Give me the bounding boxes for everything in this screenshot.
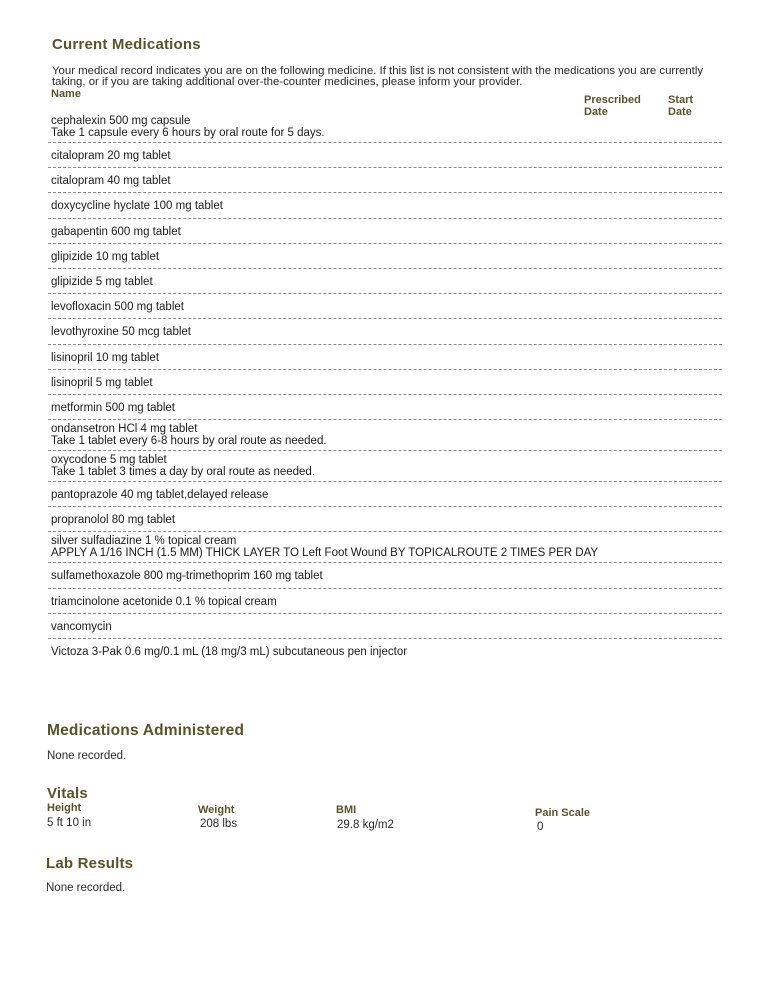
weight-value: 208 lbs [200,818,238,830]
medication-row [48,294,722,319]
medication-row [48,563,722,588]
medication-row [48,168,722,193]
medication-row [48,589,722,614]
medication-name: doxycycline hyclate 100 mg tablet [51,200,223,213]
column-header-prescribed-line1: Prescribed [584,94,641,106]
medication-name: citalopram 40 mg tablet [51,175,171,188]
medication-row [48,482,722,507]
medication-name: cephalexin 500 mg capsule [51,115,191,127]
medication-name: silver sulfadiazine 1 % topical cream [51,535,237,548]
medication-name: lisinopril 10 mg tablet [51,351,160,364]
medication-row [48,269,722,294]
column-header-start-line2: Date [668,106,692,118]
medication-row [48,420,722,451]
medication-row [48,244,722,269]
medication-name: ondansetron HCl 4 mg tablet [51,423,198,436]
medication-row [48,319,722,344]
medications-intro: Your medical record indicates you are on the following medicine. If this list is not consistent with the medications you are currently taking, or if you are taking additional over-the-counter medicines, please inform your provider. [52,65,704,88]
medications-administered-heading: Medications Administered [47,722,245,739]
medication-name: vancomycin [51,620,112,633]
medication-row [48,370,722,395]
medication-row [48,112,722,143]
medication-name: Victoza 3-Pak 0.6 mg/0.1 mL (18 mg/3 mL) subcutaneous pen injector [51,646,408,658]
medication-row [48,507,722,532]
medication-row [48,193,722,218]
medication-row [48,395,722,420]
current-medications-heading: Current Medications [52,36,201,53]
medication-name: metformin 500 mg tablet [51,401,176,414]
medication-instructions: Take 1 tablet every 6-8 hours by oral route as needed. [51,435,327,448]
lab-results-text: None recorded. [46,882,126,894]
medication-row [48,143,722,168]
medication-list [48,112,722,664]
medication-name: sulfamethoxazole 800 mg-trimethoprim 160 mg tablet [51,570,323,583]
medication-row [48,532,722,563]
medication-name: citalopram 20 mg tablet [51,150,171,162]
medication-name: pantoprazole 40 mg tablet,delayed release [51,489,269,502]
medication-instructions: Take 1 capsule every 6 hours by oral route for 5 days. [51,127,325,139]
medications-administered-text: None recorded. [47,750,127,762]
medication-row [48,451,722,482]
height-value: 5 ft 10 in [47,817,92,829]
medication-row [48,345,722,370]
medication-name: glipizide 10 mg tablet [51,250,160,263]
pain-scale-value: 0 [537,821,544,833]
column-header-start-line1: Start [668,94,694,106]
pain-scale-label: Pain Scale [535,807,591,819]
medication-name: levothyroxine 50 mcg tablet [51,326,191,339]
bmi-value: 29.8 kg/m2 [337,819,394,831]
medication-name: oxycodone 5 mg tablet [51,454,167,467]
medication-row [48,614,722,639]
medication-instructions: APPLY A 1/16 INCH (1.5 MM) THICK LAYER TO Left Foot Wound BY TOPICALROUTE 2 TIMES PER DAY [51,547,599,560]
medication-name: propranolol 80 mg tablet [51,514,176,527]
bmi-label: BMI [336,804,357,816]
column-header-name: Name [51,88,81,100]
medication-name: gabapentin 600 mg tablet [51,225,181,238]
lab-results-heading: Lab Results [46,855,134,872]
weight-label: Weight [198,804,235,816]
medication-name: lisinopril 5 mg tablet [51,376,153,389]
height-label: Height [47,802,82,814]
medication-row [48,639,722,664]
medication-instructions: Take 1 tablet 3 times a day by oral route as needed. [51,466,316,479]
medication-row [48,219,722,244]
medication-name: triamcinolone acetonide 0.1 % topical cream [51,595,277,608]
medication-name: levofloxacin 500 mg tablet [51,301,184,314]
vitals-heading: Vitals [47,785,88,802]
column-header-prescribed-line2: Date [584,106,608,118]
medication-name: glipizide 5 mg tablet [51,275,153,288]
